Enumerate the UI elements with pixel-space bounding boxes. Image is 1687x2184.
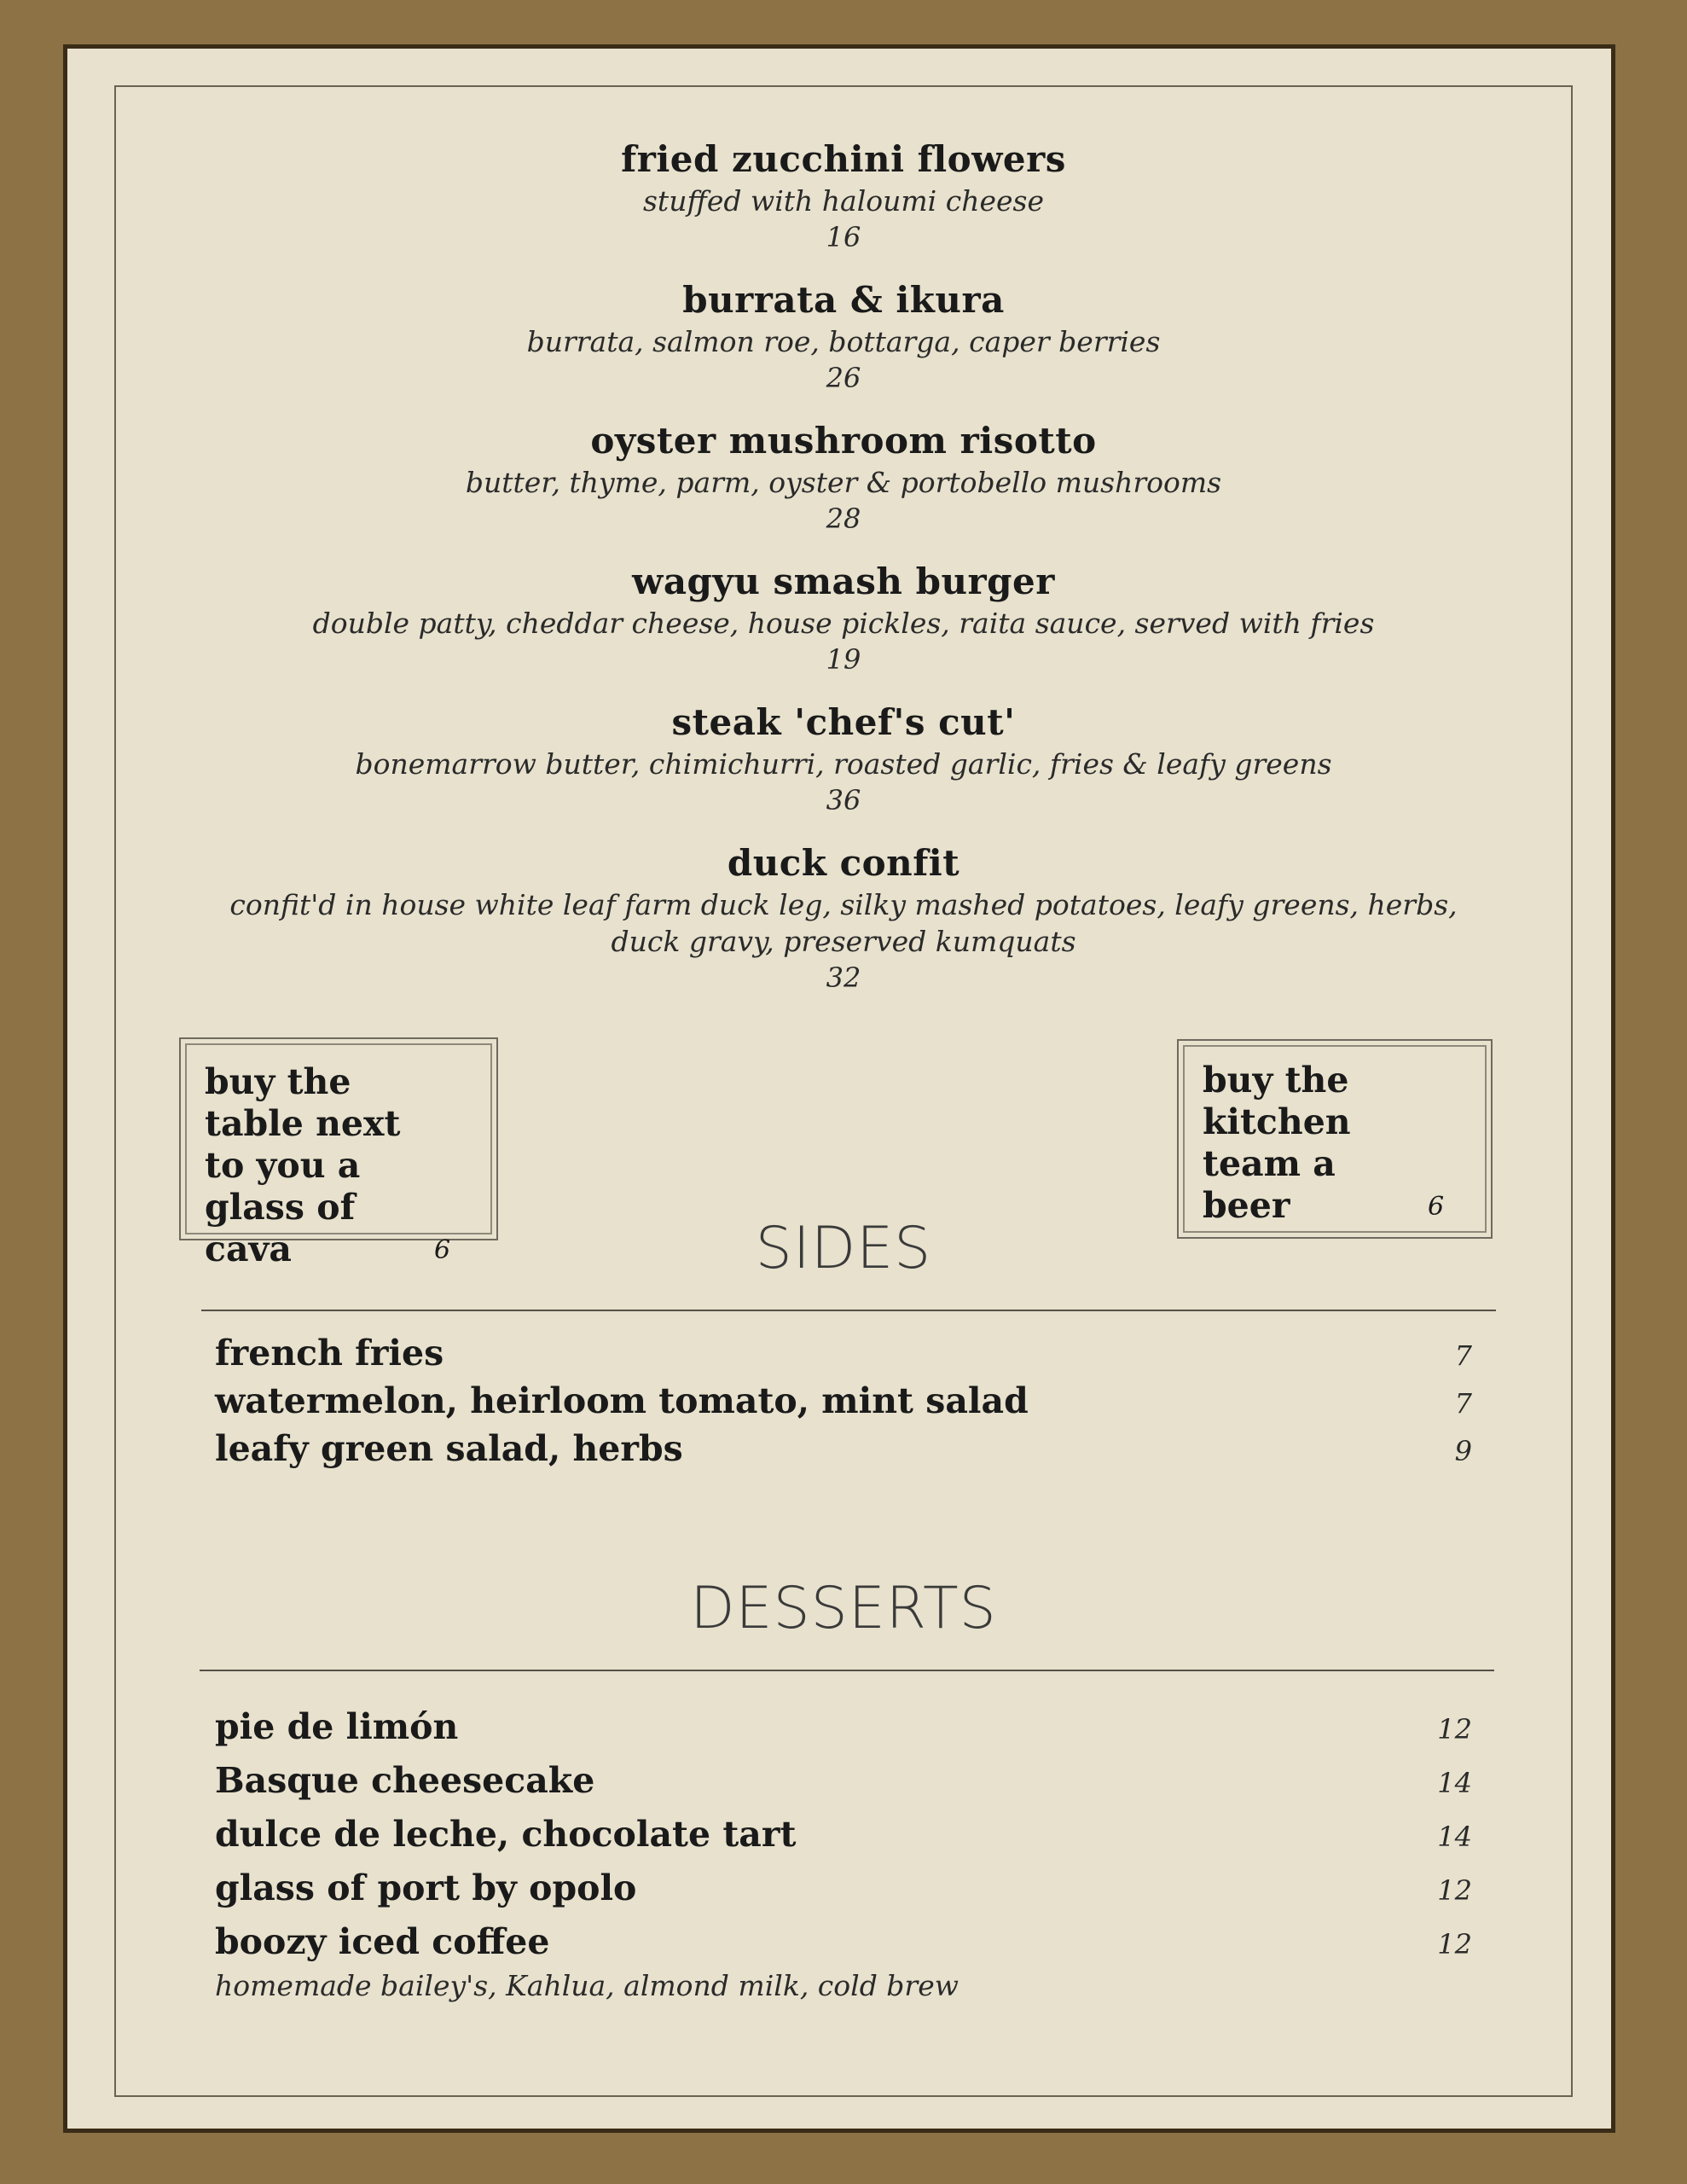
dish-price: 28 [826, 502, 861, 535]
dessert-price: 14 [1437, 1821, 1472, 1853]
dish-name: duck confit [727, 842, 960, 884]
dish-description: burrata, salmon roe, bottarga, caper berries [526, 325, 1161, 358]
dessert-price: 12 [1437, 1874, 1472, 1907]
promo-beer-box [1177, 1039, 1493, 1239]
dish-price: 19 [826, 643, 861, 676]
promo-cava-box [179, 1037, 498, 1269]
list-item [215, 1380, 1475, 1428]
dish-description: double patty, cheddar cheese, house pickles, raita sauce, served with fries [312, 607, 1375, 640]
dish-item [0, 840, 1687, 996]
dish-name: fried zucchini flowers [621, 138, 1066, 180]
list-item [215, 1706, 1475, 1760]
dish-name: oyster mushroom risotto [590, 420, 1097, 462]
dessert-price: 12 [1437, 1928, 1472, 1960]
dish-name: burrata & ikura [682, 279, 1005, 321]
promo-cava-price: 6 [434, 1235, 451, 1265]
dessert-price: 12 [1437, 1713, 1472, 1745]
dish-name: wagyu smash burger [632, 561, 1055, 602]
list-item [215, 1921, 1475, 1969]
list-item [215, 1814, 1475, 1867]
desserts-title: DESSERTS [690, 1575, 997, 1642]
dish-price: 36 [826, 784, 861, 816]
side-name: watermelon, heirloom tomato, mint salad [215, 1380, 1029, 1421]
side-name: leafy green salad, herbs [215, 1428, 683, 1469]
list-item [215, 1333, 1475, 1380]
dessert-name: dulce de leche, chocolate tart [215, 1814, 797, 1855]
sides-title: SIDES [755, 1215, 932, 1282]
sides-divider [201, 1310, 1496, 1311]
dish-item [0, 559, 1687, 677]
dish-price: 16 [826, 221, 861, 253]
sides-list [215, 1333, 1475, 1476]
dish-item [0, 700, 1687, 818]
promo-beer-price: 6 [1428, 1192, 1445, 1222]
dish-description: butter, thyme, parm, oyster & portobello mushrooms [465, 466, 1222, 499]
dish-name: steak 'chef's cut' [671, 701, 1016, 743]
dish-item [0, 136, 1687, 255]
dessert-description: homemade bailey's, Kahlua, almond milk, cold brew [215, 1969, 959, 2002]
dessert-name: glass of port by opolo [215, 1867, 637, 1908]
dish-price: 32 [826, 961, 861, 994]
side-price: 7 [1454, 1387, 1472, 1420]
desserts-divider [200, 1670, 1494, 1671]
dessert-price: 14 [1437, 1767, 1472, 1799]
dish-price: 26 [826, 362, 861, 394]
dessert-name: pie de limón [215, 1706, 459, 1747]
side-price: 7 [1454, 1339, 1472, 1372]
dessert-name: boozy iced coffee [215, 1921, 550, 1962]
mains-section [0, 136, 1687, 1018]
dish-description: confit'd in house white leaf farm duck leg, silky mashed potatoes, leafy greens, herbs, duck gravy, preserved kumquats [229, 888, 1458, 958]
dish-item [0, 277, 1687, 396]
dish-description: stuffed with haloumi cheese [643, 184, 1044, 218]
list-item [215, 1867, 1475, 1921]
promo-cava-text: buy the table next to you a glass of cava [205, 1061, 401, 1269]
side-price: 9 [1454, 1435, 1472, 1467]
list-item [215, 1428, 1475, 1476]
dessert-name: Basque cheesecake [215, 1760, 595, 1801]
desserts-list [215, 1706, 1475, 2002]
promo-beer-text: buy the kitchen team a beer [1203, 1060, 1351, 1226]
list-item [215, 1760, 1475, 1814]
dish-description: bonemarrow butter, chimichurri, roasted garlic, fries & leafy greens [355, 747, 1332, 781]
side-name: french fries [215, 1333, 444, 1374]
dish-item [0, 418, 1687, 537]
